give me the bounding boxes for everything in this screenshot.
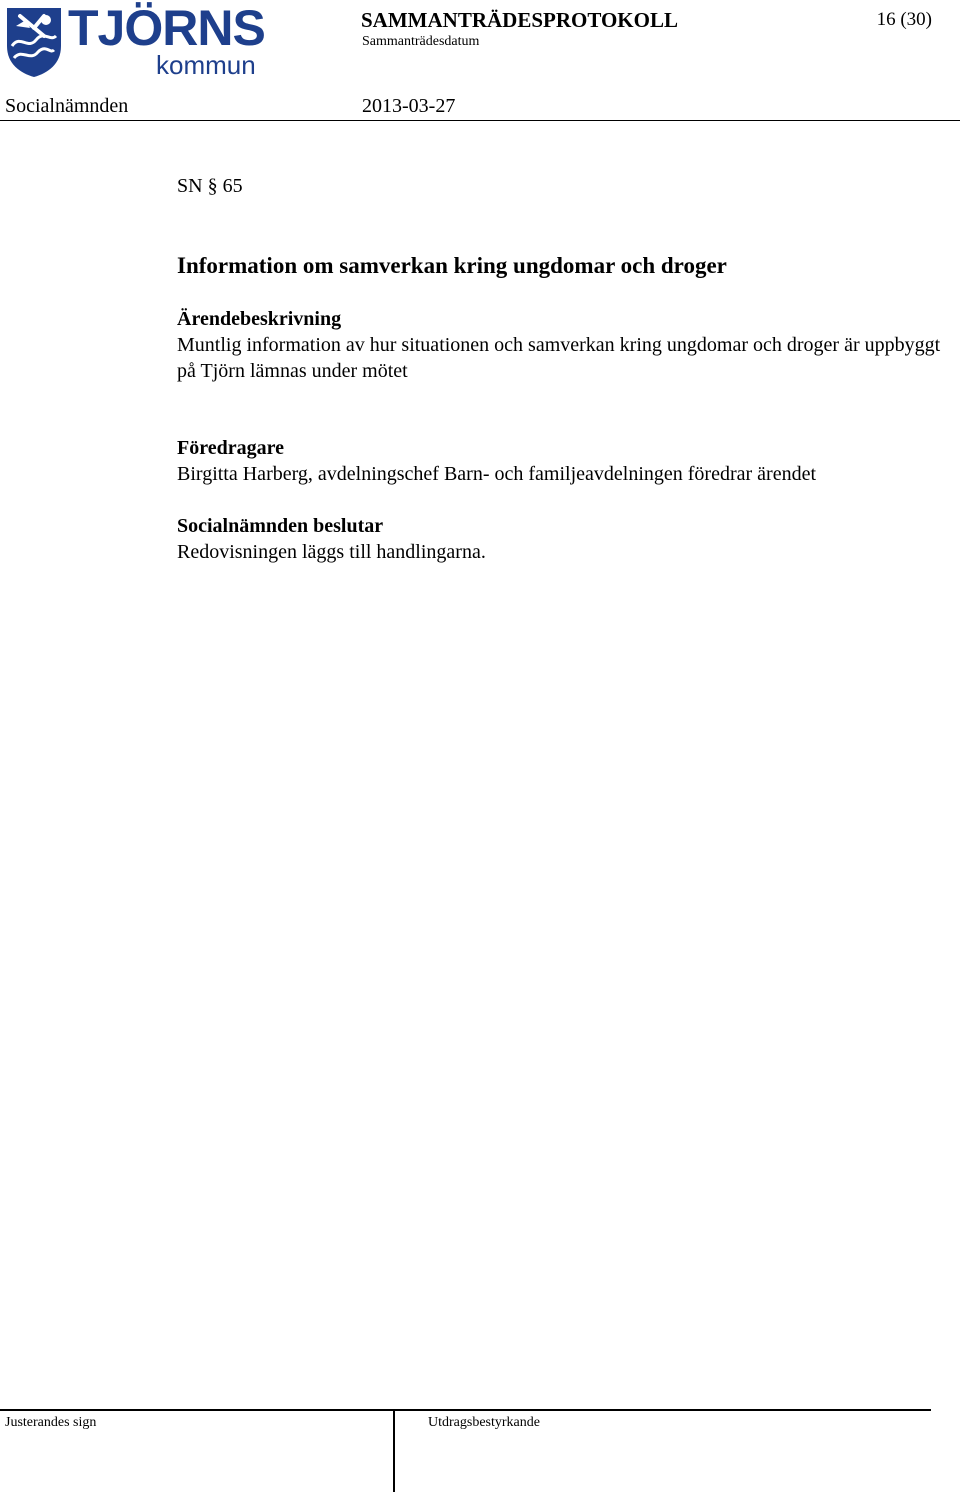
document-type: SAMMANTRÄDESPROTOKOLL	[361, 8, 678, 32]
header-divider	[0, 120, 960, 121]
logo-name: TJÖRNS	[68, 0, 265, 56]
signature-label: Justerandes sign	[5, 1415, 97, 1430]
board-name: Socialnämnden	[5, 95, 129, 117]
meeting-date-label: Sammanträdesdatum	[362, 34, 480, 49]
municipality-logo	[4, 0, 265, 80]
section-heading-decision: Socialnämnden beslutar	[177, 515, 384, 537]
section-text-presenter: Birgitta Harberg, avdelningschef Barn- och familjeavdelningen föredrar ärendet	[177, 463, 817, 485]
footer-column-divider	[393, 1409, 395, 1492]
footer-divider	[0, 1409, 931, 1411]
section-text-description: Muntlig information av hur situationen och samverkan kring ungdomar och droger är uppbyggt på Tjörn lämnas under mötet	[177, 334, 941, 382]
meeting-date: 2013-03-27	[362, 95, 456, 117]
item-title: Information om samverkan kring ungdomar och droger	[177, 253, 727, 278]
municipal-coat-of-arms-icon	[4, 6, 64, 78]
section-heading-presenter: Föredragare	[177, 437, 285, 459]
certification-label: Utdragsbestyrkande	[428, 1415, 540, 1430]
paragraph-number: SN § 65	[177, 175, 243, 197]
section-text-decision: Redovisningen läggs till handlingarna.	[177, 541, 486, 563]
page-number: 16 (30)	[876, 9, 932, 30]
logo-subtitle: kommun	[156, 50, 256, 80]
section-heading-description: Ärendebeskrivning	[177, 308, 342, 330]
